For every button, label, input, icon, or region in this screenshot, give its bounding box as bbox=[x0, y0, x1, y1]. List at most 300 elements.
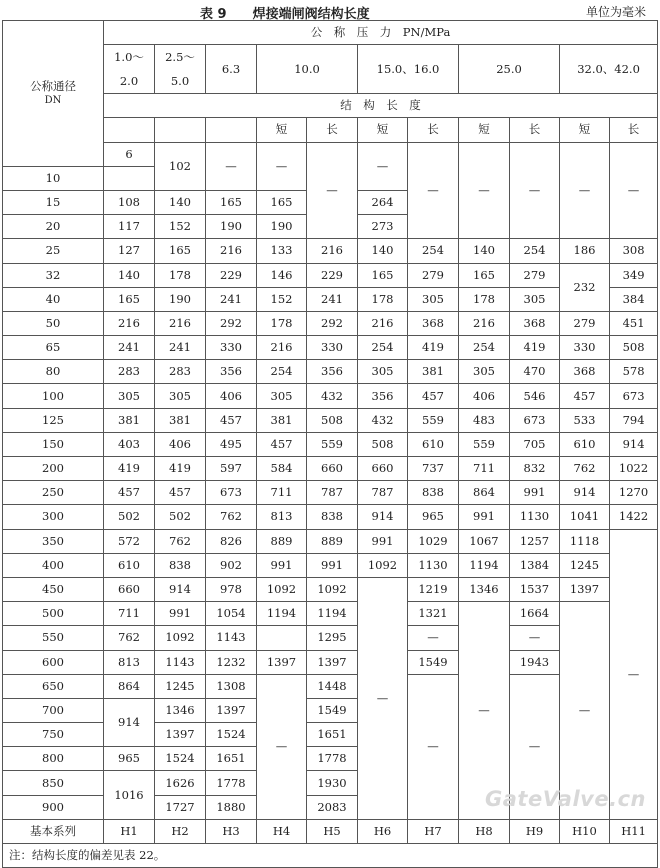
length-cell: 914 bbox=[560, 481, 610, 505]
length-cell: 406 bbox=[459, 384, 510, 408]
length-cell: 1524 bbox=[206, 723, 257, 747]
length-cell: 610 bbox=[408, 432, 459, 456]
length-cell: 502 bbox=[104, 505, 155, 529]
length-cell: 838 bbox=[408, 481, 459, 505]
length-cell: 457 bbox=[408, 384, 459, 408]
length-cell: 470 bbox=[510, 360, 560, 384]
length-cell: 356 bbox=[358, 384, 408, 408]
unit-label: 单位为毫米 bbox=[585, 5, 646, 19]
dn-cell: 25 bbox=[3, 239, 104, 263]
pressure-value: 32.0、42.0 bbox=[560, 45, 658, 94]
length-cell: 1270 bbox=[610, 481, 658, 505]
length-cell: 305 bbox=[510, 287, 560, 311]
length-cell: 1194 bbox=[459, 553, 510, 577]
length-cell: 902 bbox=[206, 553, 257, 577]
length-cell: 292 bbox=[206, 311, 257, 335]
length-cell: 330 bbox=[560, 336, 610, 360]
dn-cell: 50 bbox=[3, 311, 104, 335]
length-cell: 1397 bbox=[257, 650, 307, 674]
table-row bbox=[3, 408, 658, 432]
dn-cell: 400 bbox=[3, 553, 104, 577]
table-row bbox=[3, 650, 658, 674]
length-cell: 146 bbox=[257, 263, 307, 287]
length-cell: — bbox=[510, 626, 560, 650]
length-cell: 914 bbox=[155, 577, 206, 601]
dn-cell: 65 bbox=[3, 336, 104, 360]
length-cell: 178 bbox=[155, 263, 206, 287]
length-cell: 254 bbox=[510, 239, 560, 263]
table-row bbox=[3, 626, 658, 650]
length-cell: 133 bbox=[257, 239, 307, 263]
length-cell: 965 bbox=[408, 505, 459, 529]
length-cell: 190 bbox=[155, 287, 206, 311]
length-cell: 140 bbox=[104, 263, 155, 287]
length-cell: 356 bbox=[206, 360, 257, 384]
length-cell: 381 bbox=[257, 408, 307, 432]
length-cell: 546 bbox=[510, 384, 560, 408]
length-cell: 1219 bbox=[408, 577, 459, 601]
length-cell: 584 bbox=[257, 457, 307, 481]
dn-cell: 200 bbox=[3, 457, 104, 481]
length-cell: 254 bbox=[257, 360, 307, 384]
length-cell: 597 bbox=[206, 457, 257, 481]
length-cell: 673 bbox=[610, 384, 658, 408]
length-cell: 216 bbox=[257, 336, 307, 360]
length-cell: 762 bbox=[155, 529, 206, 553]
length-cell: — bbox=[358, 577, 408, 819]
table-row bbox=[3, 336, 658, 360]
table-row bbox=[3, 287, 658, 311]
length-cell: 610 bbox=[560, 432, 610, 456]
dn-cell: 350 bbox=[3, 529, 104, 553]
length-cell: 1397 bbox=[307, 650, 358, 674]
table-row bbox=[3, 457, 658, 481]
length-cell: 1537 bbox=[510, 577, 560, 601]
length-cell: 502 bbox=[155, 505, 206, 529]
length-cell: 368 bbox=[510, 311, 560, 335]
header-row-pressure bbox=[3, 21, 658, 45]
table-row bbox=[3, 384, 658, 408]
table-row bbox=[3, 529, 658, 553]
length-cell: 229 bbox=[206, 263, 257, 287]
length-cell: 711 bbox=[257, 481, 307, 505]
short-label: 短 bbox=[257, 118, 307, 142]
length-cell: 451 bbox=[610, 311, 658, 335]
series-code: H11 bbox=[610, 819, 658, 843]
length-cell: 508 bbox=[307, 408, 358, 432]
length-cell: 140 bbox=[155, 190, 206, 214]
length-cell: 1092 bbox=[155, 626, 206, 650]
length-cell: 1664 bbox=[510, 602, 560, 626]
dn-cell: 900 bbox=[3, 795, 104, 819]
length-cell: 419 bbox=[510, 336, 560, 360]
length-cell: — bbox=[610, 142, 658, 239]
dn-cell: 150 bbox=[3, 432, 104, 456]
length-cell: 991 bbox=[459, 505, 510, 529]
length-cell: 610 bbox=[104, 553, 155, 577]
length-cell: — bbox=[307, 142, 358, 239]
length-cell: 914 bbox=[104, 698, 155, 746]
dn-cell: 80 bbox=[3, 360, 104, 384]
length-cell: 1651 bbox=[307, 723, 358, 747]
length-cell: 711 bbox=[104, 602, 155, 626]
length-cell: 165 bbox=[358, 263, 408, 287]
length-cell: 264 bbox=[358, 190, 408, 214]
length-cell: 1092 bbox=[358, 553, 408, 577]
dn-cell: 550 bbox=[3, 626, 104, 650]
length-cell: 1022 bbox=[610, 457, 658, 481]
length-cell: 1397 bbox=[560, 577, 610, 601]
length-cell: 273 bbox=[358, 215, 408, 239]
length-cell: 559 bbox=[408, 408, 459, 432]
length-cell: 305 bbox=[104, 384, 155, 408]
length-cell: 508 bbox=[610, 336, 658, 360]
length-cell: 495 bbox=[206, 432, 257, 456]
length-cell: 1549 bbox=[408, 650, 459, 674]
length-cell: 864 bbox=[104, 674, 155, 698]
length-cell: 826 bbox=[206, 529, 257, 553]
length-cell: 1778 bbox=[307, 747, 358, 771]
length-cell: 457 bbox=[206, 408, 257, 432]
length-cell: — bbox=[560, 602, 610, 820]
length-cell: 102 bbox=[155, 142, 206, 190]
length-cell: 1549 bbox=[307, 698, 358, 722]
length-cell: 165 bbox=[104, 287, 155, 311]
length-cell: 1245 bbox=[155, 674, 206, 698]
length-cell: 838 bbox=[307, 505, 358, 529]
length-cell: 991 bbox=[257, 553, 307, 577]
length-cell: 457 bbox=[257, 432, 307, 456]
length-cell: 292 bbox=[307, 311, 358, 335]
length-cell: 1257 bbox=[510, 529, 560, 553]
length-cell: — bbox=[459, 142, 510, 239]
length-cell: 140 bbox=[459, 239, 510, 263]
length-cell: 283 bbox=[104, 360, 155, 384]
length-cell: 216 bbox=[307, 239, 358, 263]
length-cell: 254 bbox=[408, 239, 459, 263]
length-cell: 762 bbox=[104, 626, 155, 650]
dn-cell: 750 bbox=[3, 723, 104, 747]
length-cell: 279 bbox=[560, 311, 610, 335]
length-header: 结 构 长 度 bbox=[104, 94, 658, 118]
length-cell: 864 bbox=[459, 481, 510, 505]
dn-cell: 32 bbox=[3, 263, 104, 287]
length-cell: 279 bbox=[408, 263, 459, 287]
table-row bbox=[3, 602, 658, 626]
dn-cell: 125 bbox=[3, 408, 104, 432]
length-cell: 1651 bbox=[206, 747, 257, 771]
length-cell: 165 bbox=[459, 263, 510, 287]
length-cell: 216 bbox=[206, 239, 257, 263]
length-cell: 216 bbox=[155, 311, 206, 335]
table-row bbox=[3, 239, 658, 263]
length-cell: 1308 bbox=[206, 674, 257, 698]
structure-length-table bbox=[2, 20, 658, 868]
length-cell: — bbox=[206, 142, 257, 190]
dn-cell: 20 bbox=[3, 215, 104, 239]
long-label: 长 bbox=[510, 118, 560, 142]
dn-cell: 15 bbox=[3, 190, 104, 214]
length-cell: 787 bbox=[307, 481, 358, 505]
length-cell: 1143 bbox=[206, 626, 257, 650]
table-row bbox=[3, 481, 658, 505]
length-cell: 711 bbox=[459, 457, 510, 481]
length-cell: 914 bbox=[610, 432, 658, 456]
length-cell: 305 bbox=[408, 287, 459, 311]
length-cell: 1092 bbox=[257, 577, 307, 601]
length-cell: 673 bbox=[206, 481, 257, 505]
length-cell: — bbox=[257, 674, 307, 819]
length-cell: 1194 bbox=[307, 602, 358, 626]
table-row bbox=[3, 263, 658, 287]
dn-cell: 10 bbox=[3, 166, 104, 190]
length-cell: — bbox=[459, 602, 510, 820]
dn-cell: 450 bbox=[3, 577, 104, 601]
length-cell: 914 bbox=[358, 505, 408, 529]
table-row bbox=[3, 553, 658, 577]
series-code: H4 bbox=[257, 819, 307, 843]
series-code: H9 bbox=[510, 819, 560, 843]
series-code: H3 bbox=[206, 819, 257, 843]
length-cell: — bbox=[610, 529, 658, 819]
dn-cell: 6 bbox=[104, 142, 155, 166]
length-cell: 140 bbox=[358, 239, 408, 263]
length-cell: 279 bbox=[510, 263, 560, 287]
length-cell: 356 bbox=[307, 360, 358, 384]
length-cell: 1118 bbox=[560, 529, 610, 553]
length-cell: 1067 bbox=[459, 529, 510, 553]
length-cell: 559 bbox=[459, 432, 510, 456]
length-cell: 178 bbox=[358, 287, 408, 311]
length-cell: 705 bbox=[510, 432, 560, 456]
length-cell: — bbox=[510, 142, 560, 239]
length-cell: 1397 bbox=[206, 698, 257, 722]
short-label: 短 bbox=[560, 118, 610, 142]
length-cell: 305 bbox=[358, 360, 408, 384]
length-cell: 838 bbox=[155, 553, 206, 577]
length-cell: 305 bbox=[459, 360, 510, 384]
length-cell: — bbox=[408, 674, 459, 819]
short-label: 短 bbox=[459, 118, 510, 142]
length-cell: 384 bbox=[610, 287, 658, 311]
pressure-value: 25.0 bbox=[459, 45, 560, 94]
length-cell: — bbox=[257, 142, 307, 190]
length-cell: 330 bbox=[206, 336, 257, 360]
length-cell: 991 bbox=[307, 553, 358, 577]
dn-cell: 650 bbox=[3, 674, 104, 698]
length-cell: 1130 bbox=[510, 505, 560, 529]
table-row bbox=[3, 577, 658, 601]
length-cell: 794 bbox=[610, 408, 658, 432]
length-cell: 432 bbox=[307, 384, 358, 408]
length-cell: 165 bbox=[257, 190, 307, 214]
table-row bbox=[3, 311, 658, 335]
length-cell: 419 bbox=[408, 336, 459, 360]
length-cell: 1016 bbox=[104, 771, 155, 819]
pressure-value: 2.5～5.0 bbox=[155, 45, 206, 94]
length-cell: 2083 bbox=[307, 795, 358, 819]
length-cell: 965 bbox=[104, 747, 155, 771]
length-cell: 1943 bbox=[510, 650, 560, 674]
length-cell: 1295 bbox=[307, 626, 358, 650]
length-cell: 660 bbox=[104, 577, 155, 601]
length-cell: 216 bbox=[459, 311, 510, 335]
dn-cell: 800 bbox=[3, 747, 104, 771]
length-cell: 457 bbox=[155, 481, 206, 505]
watermark: GateValve.cn bbox=[485, 787, 646, 811]
length-cell: 190 bbox=[206, 215, 257, 239]
dn-cell: 700 bbox=[3, 698, 104, 722]
table-note: 注：结构长度的偏差见表 22。 bbox=[3, 844, 658, 868]
length-cell: — bbox=[510, 674, 560, 819]
dn-cell: 40 bbox=[3, 287, 104, 311]
dn-header: 公称通径 DN bbox=[3, 21, 104, 167]
length-cell: 813 bbox=[257, 505, 307, 529]
series-code: H8 bbox=[459, 819, 510, 843]
length-cell: 349 bbox=[610, 263, 658, 287]
pressure-value: 6.3 bbox=[206, 45, 257, 94]
length-cell: 241 bbox=[104, 336, 155, 360]
length-cell: — bbox=[358, 142, 408, 190]
length-cell: 406 bbox=[206, 384, 257, 408]
length-cell: 457 bbox=[104, 481, 155, 505]
length-cell: 1524 bbox=[155, 747, 206, 771]
length-cell: 216 bbox=[358, 311, 408, 335]
length-cell: 1727 bbox=[155, 795, 206, 819]
length-cell: 152 bbox=[155, 215, 206, 239]
length-cell: 1041 bbox=[560, 505, 610, 529]
length-cell: 508 bbox=[358, 432, 408, 456]
length-cell: 889 bbox=[307, 529, 358, 553]
length-cell: 406 bbox=[155, 432, 206, 456]
length-cell: 178 bbox=[257, 311, 307, 335]
length-cell: 1346 bbox=[155, 698, 206, 722]
length-cell: 117 bbox=[104, 215, 155, 239]
length-cell: 186 bbox=[560, 239, 610, 263]
dn-cell: 300 bbox=[3, 505, 104, 529]
length-cell: 1346 bbox=[459, 577, 510, 601]
length-cell: 381 bbox=[104, 408, 155, 432]
length-cell: — bbox=[560, 142, 610, 239]
length-cell: 330 bbox=[307, 336, 358, 360]
dn-cell: 100 bbox=[3, 384, 104, 408]
length-cell: 762 bbox=[206, 505, 257, 529]
length-cell: 1384 bbox=[510, 553, 560, 577]
length-cell: 308 bbox=[610, 239, 658, 263]
length-cell: 1245 bbox=[560, 553, 610, 577]
length-cell: 368 bbox=[560, 360, 610, 384]
length-cell: 165 bbox=[206, 190, 257, 214]
length-cell: 572 bbox=[104, 529, 155, 553]
length-cell: 241 bbox=[155, 336, 206, 360]
long-label: 长 bbox=[307, 118, 358, 142]
series-label: 基本系列 bbox=[3, 819, 104, 843]
length-cell: 1130 bbox=[408, 553, 459, 577]
length-cell bbox=[257, 626, 307, 650]
length-cell: 787 bbox=[358, 481, 408, 505]
length-cell: 1626 bbox=[155, 771, 206, 795]
length-cell: 1029 bbox=[408, 529, 459, 553]
length-cell: 283 bbox=[155, 360, 206, 384]
table-row bbox=[3, 674, 658, 698]
length-cell: 991 bbox=[155, 602, 206, 626]
long-label: 长 bbox=[610, 118, 658, 142]
length-cell: 108 bbox=[104, 190, 155, 214]
length-cell: 419 bbox=[104, 457, 155, 481]
series-code: H5 bbox=[307, 819, 358, 843]
length-cell: 533 bbox=[560, 408, 610, 432]
table-title: 表 9 焊接端闸阀结构长度 bbox=[200, 7, 370, 22]
length-cell: 762 bbox=[560, 457, 610, 481]
length-cell: 241 bbox=[206, 287, 257, 311]
length-cell: 1143 bbox=[155, 650, 206, 674]
table-row bbox=[3, 505, 658, 529]
series-code: H7 bbox=[408, 819, 459, 843]
short-label: 短 bbox=[358, 118, 408, 142]
length-cell: 432 bbox=[358, 408, 408, 432]
length-cell: 578 bbox=[610, 360, 658, 384]
length-cell: 152 bbox=[257, 287, 307, 311]
pressure-value: 1.0～2.0 bbox=[104, 45, 155, 94]
length-cell: 660 bbox=[307, 457, 358, 481]
length-cell: 1194 bbox=[257, 602, 307, 626]
length-cell: 1448 bbox=[307, 674, 358, 698]
note-row bbox=[3, 844, 658, 868]
length-cell: 991 bbox=[510, 481, 560, 505]
length-cell: 1778 bbox=[206, 771, 257, 795]
length-cell: 254 bbox=[358, 336, 408, 360]
length-cell: 991 bbox=[358, 529, 408, 553]
long-label: 长 bbox=[408, 118, 459, 142]
length-cell: 673 bbox=[510, 408, 560, 432]
table-row bbox=[3, 360, 658, 384]
pressure-header: 公 称 压 力 PN/MPa bbox=[104, 21, 658, 45]
length-cell: 813 bbox=[104, 650, 155, 674]
length-cell: 1930 bbox=[307, 771, 358, 795]
length-cell: 737 bbox=[408, 457, 459, 481]
series-code: H6 bbox=[358, 819, 408, 843]
series-code: H10 bbox=[560, 819, 610, 843]
length-cell: 559 bbox=[307, 432, 358, 456]
length-cell: 241 bbox=[307, 287, 358, 311]
dn-cell: 850 bbox=[3, 771, 104, 795]
length-cell: 232 bbox=[560, 263, 610, 311]
length-cell: 457 bbox=[560, 384, 610, 408]
dn-cell: 500 bbox=[3, 602, 104, 626]
length-cell: 216 bbox=[104, 311, 155, 335]
length-cell: 1880 bbox=[206, 795, 257, 819]
length-cell: 1321 bbox=[408, 602, 459, 626]
length-cell: — bbox=[408, 142, 459, 239]
series-code: H2 bbox=[155, 819, 206, 843]
length-cell: 165 bbox=[155, 239, 206, 263]
length-cell: 229 bbox=[307, 263, 358, 287]
length-cell: 832 bbox=[510, 457, 560, 481]
length-cell: 889 bbox=[257, 529, 307, 553]
length-cell: 127 bbox=[104, 239, 155, 263]
length-cell: 660 bbox=[358, 457, 408, 481]
pressure-value: 15.0、16.0 bbox=[358, 45, 459, 94]
length-cell: 381 bbox=[408, 360, 459, 384]
length-cell: 368 bbox=[408, 311, 459, 335]
dn-cell: 600 bbox=[3, 650, 104, 674]
table-row bbox=[3, 432, 658, 456]
length-cell: 305 bbox=[155, 384, 206, 408]
dn-cell: 250 bbox=[3, 481, 104, 505]
length-cell: 381 bbox=[155, 408, 206, 432]
length-cell: 419 bbox=[155, 457, 206, 481]
length-cell: 1422 bbox=[610, 505, 658, 529]
